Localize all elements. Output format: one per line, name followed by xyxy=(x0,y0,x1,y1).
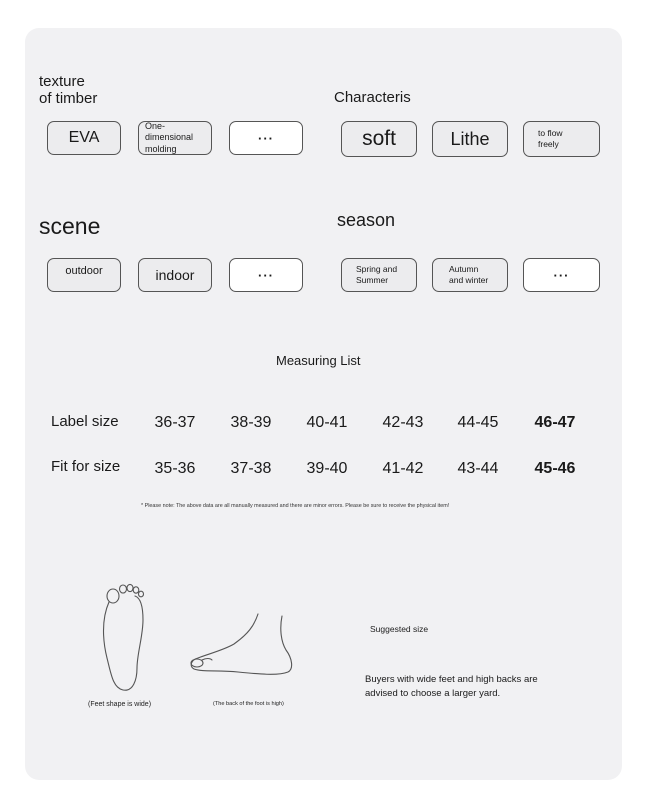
fit-size-cell: 45-46 xyxy=(534,460,576,477)
more-dots-label: ··· xyxy=(258,130,274,146)
scene-heading: scene xyxy=(39,213,101,239)
season-chip-label: Spring and Summer xyxy=(356,264,398,285)
scene-chip-label: indoor xyxy=(155,267,195,283)
texture-chip-eva xyxy=(47,121,121,155)
characteristics-chip-label: to flow freely xyxy=(538,128,563,149)
label-size-cell: 38-39 xyxy=(230,414,272,431)
measuring-list-title: Measuring List xyxy=(276,353,361,368)
characteristics-chip-flow xyxy=(523,121,600,157)
more-dots-label: ··· xyxy=(553,267,570,283)
wide-foot-caption: (Feet shape is wide) xyxy=(88,701,152,708)
label-size-cell: 44-45 xyxy=(457,414,499,431)
fit-size-row-label: Fit for size xyxy=(51,458,121,475)
texture-chip-more xyxy=(229,121,303,155)
suggested-size-label: Suggested size xyxy=(370,624,429,634)
texture-chip-molding xyxy=(138,121,212,155)
characteristics-chip-label: Lithe xyxy=(450,128,490,149)
scene-chip-more xyxy=(229,258,303,292)
texture-heading-line2: of timber xyxy=(39,89,98,107)
texture-chip-label: One-dimensional molding xyxy=(145,121,194,154)
label-size-cell: 42-43 xyxy=(382,414,424,431)
fit-size-cell: 43-44 xyxy=(457,460,499,477)
characteristics-chip-soft xyxy=(341,121,417,157)
characteristics-chip-label: soft xyxy=(362,127,396,150)
texture-heading xyxy=(39,74,97,107)
scene-chip-outdoor xyxy=(47,258,121,292)
texture-chip-label: EVA xyxy=(68,129,100,146)
characteristics-chip-lithe xyxy=(432,121,508,157)
season-heading: season xyxy=(337,210,396,230)
more-dots-label: ··· xyxy=(258,267,274,283)
characteristics-heading: Characteris xyxy=(334,89,411,106)
fit-size-cell: 35-36 xyxy=(154,460,196,477)
scene-chip-indoor xyxy=(138,258,212,292)
high-instep-caption: (The back of the foot is high) xyxy=(213,701,284,707)
wide-foot-icon xyxy=(95,580,155,695)
scene-chip-label: outdoor xyxy=(65,265,103,277)
fit-size-cell: 41-42 xyxy=(382,460,424,477)
sizing-advice: Buyers with wide feet and high backs are advised to choose a larger yard. xyxy=(365,674,538,699)
season-chip-autumn-winter xyxy=(432,258,508,292)
high-instep-foot-icon xyxy=(188,612,298,682)
measurement-note: * Please note: The above data are all manually measured and there are minor errors. Please be sure to receive the physical item! xyxy=(141,503,450,509)
season-chip-label: Autumn and winter xyxy=(449,264,489,285)
fit-size-cell: 37-38 xyxy=(230,460,272,477)
label-size-cell: 46-47 xyxy=(534,414,576,431)
label-size-cell: 36-37 xyxy=(154,414,196,431)
fit-size-cell: 39-40 xyxy=(306,460,348,477)
label-size-row-label: Label size xyxy=(51,413,119,430)
season-chip-spring-summer xyxy=(341,258,417,292)
label-size-cell: 40-41 xyxy=(306,414,348,431)
season-chip-more xyxy=(523,258,600,292)
texture-heading-line1: texture xyxy=(39,73,85,90)
